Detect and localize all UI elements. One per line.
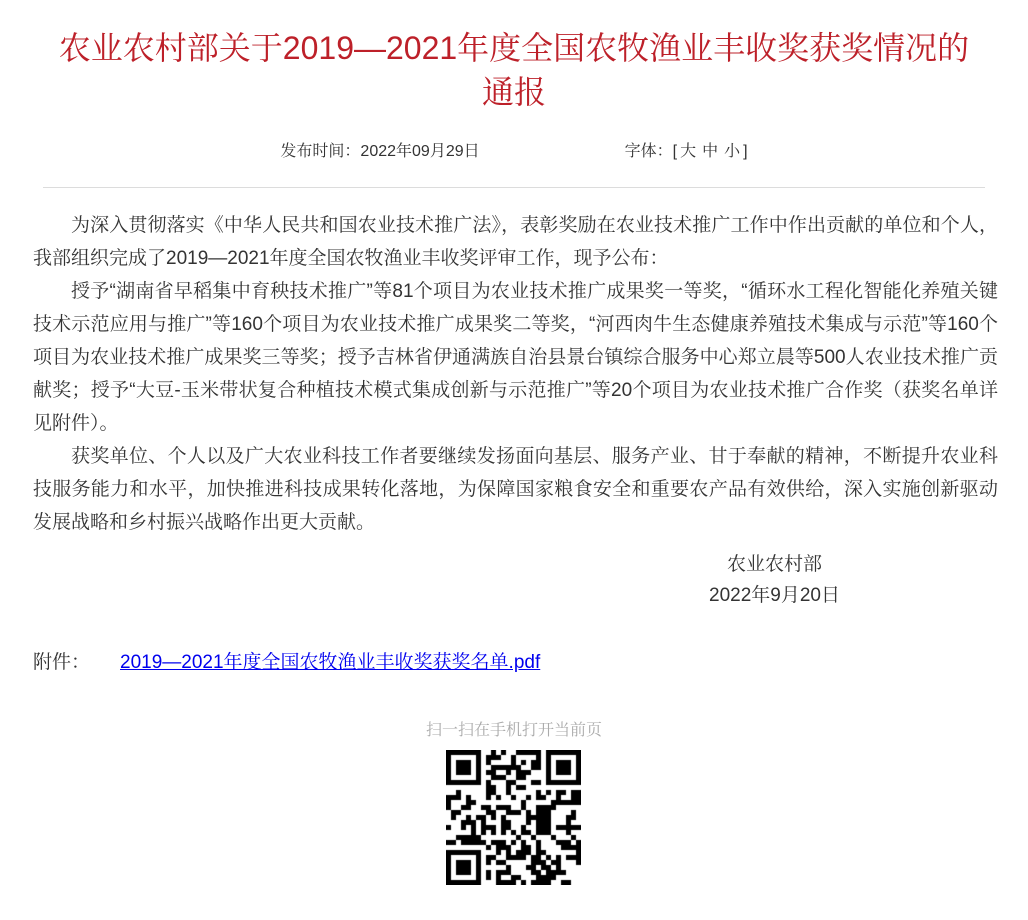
font-size-label: 字体：	[624, 143, 673, 160]
bottom-spacer	[0, 890, 1028, 920]
signature-date: 2022年9月20日	[709, 585, 840, 606]
qr-canvas-wrap	[426, 750, 602, 890]
bracket-open: [	[672, 143, 678, 160]
publish-time	[280, 138, 479, 161]
qr-block	[426, 722, 602, 890]
publish-time-value: 2022年09月29日	[360, 143, 480, 160]
body-paragraph: 为深入贯彻落实《中华人民共和国农业技术推广法》，表彰奖励在农业技术推广工作中作出贡献的单位和个人，我部组织完成了2019—2021年度全国农牧渔业丰收奖评审工作，现予公布：	[33, 215, 998, 269]
page-title: 农业农村部关于2019—2021年度全国农牧渔业丰收奖获奖情况的通报	[58, 30, 970, 110]
font-size-medium-button[interactable]: 中	[702, 143, 719, 160]
body-paragraph: 授予“湖南省早稻集中育秧技术推广”等81个项目为农业技术推广成果奖一等奖，“循环水工程化智能化养殖关键技术示范应用与推广”等160个项目为农业技术推广成果奖二等奖，“河西肉牛生态健康养殖技术集成与示范”等160个项目为农业技术推广成果奖三等奖；授予吉林省伊通满族自治县景台镇综合服务中心郑立晨等500人农业技术推广贡献奖；授予“大豆-玉米带状复合种植技术模式集成创新与示范推广”等20个项目为农业技术推广合作奖（获奖名单详见附件）。	[33, 281, 998, 434]
meta-row	[0, 138, 1028, 161]
signature-block	[709, 549, 840, 611]
signature-org: 农业农村部	[727, 554, 823, 575]
qr-code-image	[446, 750, 581, 885]
body-paragraph: 获奖单位、个人以及广大农业科技工作者要继续发扬面向基层、服务产业、甘于奉献的精神，不断提升农业科技服务能力和水平，加快推进科技成果转化落地，为保障国家粮食安全和重要农产品有效供给，深入实施创新驱动发展战略和乡村振兴战略作出更大贡献。	[33, 446, 998, 533]
attachment-pdf-link[interactable]: 2019—2021年度全国农牧渔业丰收奖获奖名单.pdf	[120, 652, 541, 673]
attachment-row	[0, 647, 1028, 674]
publish-time-label: 发布时间：	[280, 143, 361, 160]
font-size-small-button[interactable]: 小	[724, 143, 741, 160]
attachment-label: 附件：	[33, 652, 91, 673]
qr-caption: 扫一扫在手机打开当前页	[425, 722, 602, 739]
bracket-close: ]	[743, 143, 748, 160]
font-size-switch	[625, 138, 748, 161]
notice-body	[0, 188, 1028, 539]
font-size-large-button[interactable]: 大	[680, 143, 697, 160]
